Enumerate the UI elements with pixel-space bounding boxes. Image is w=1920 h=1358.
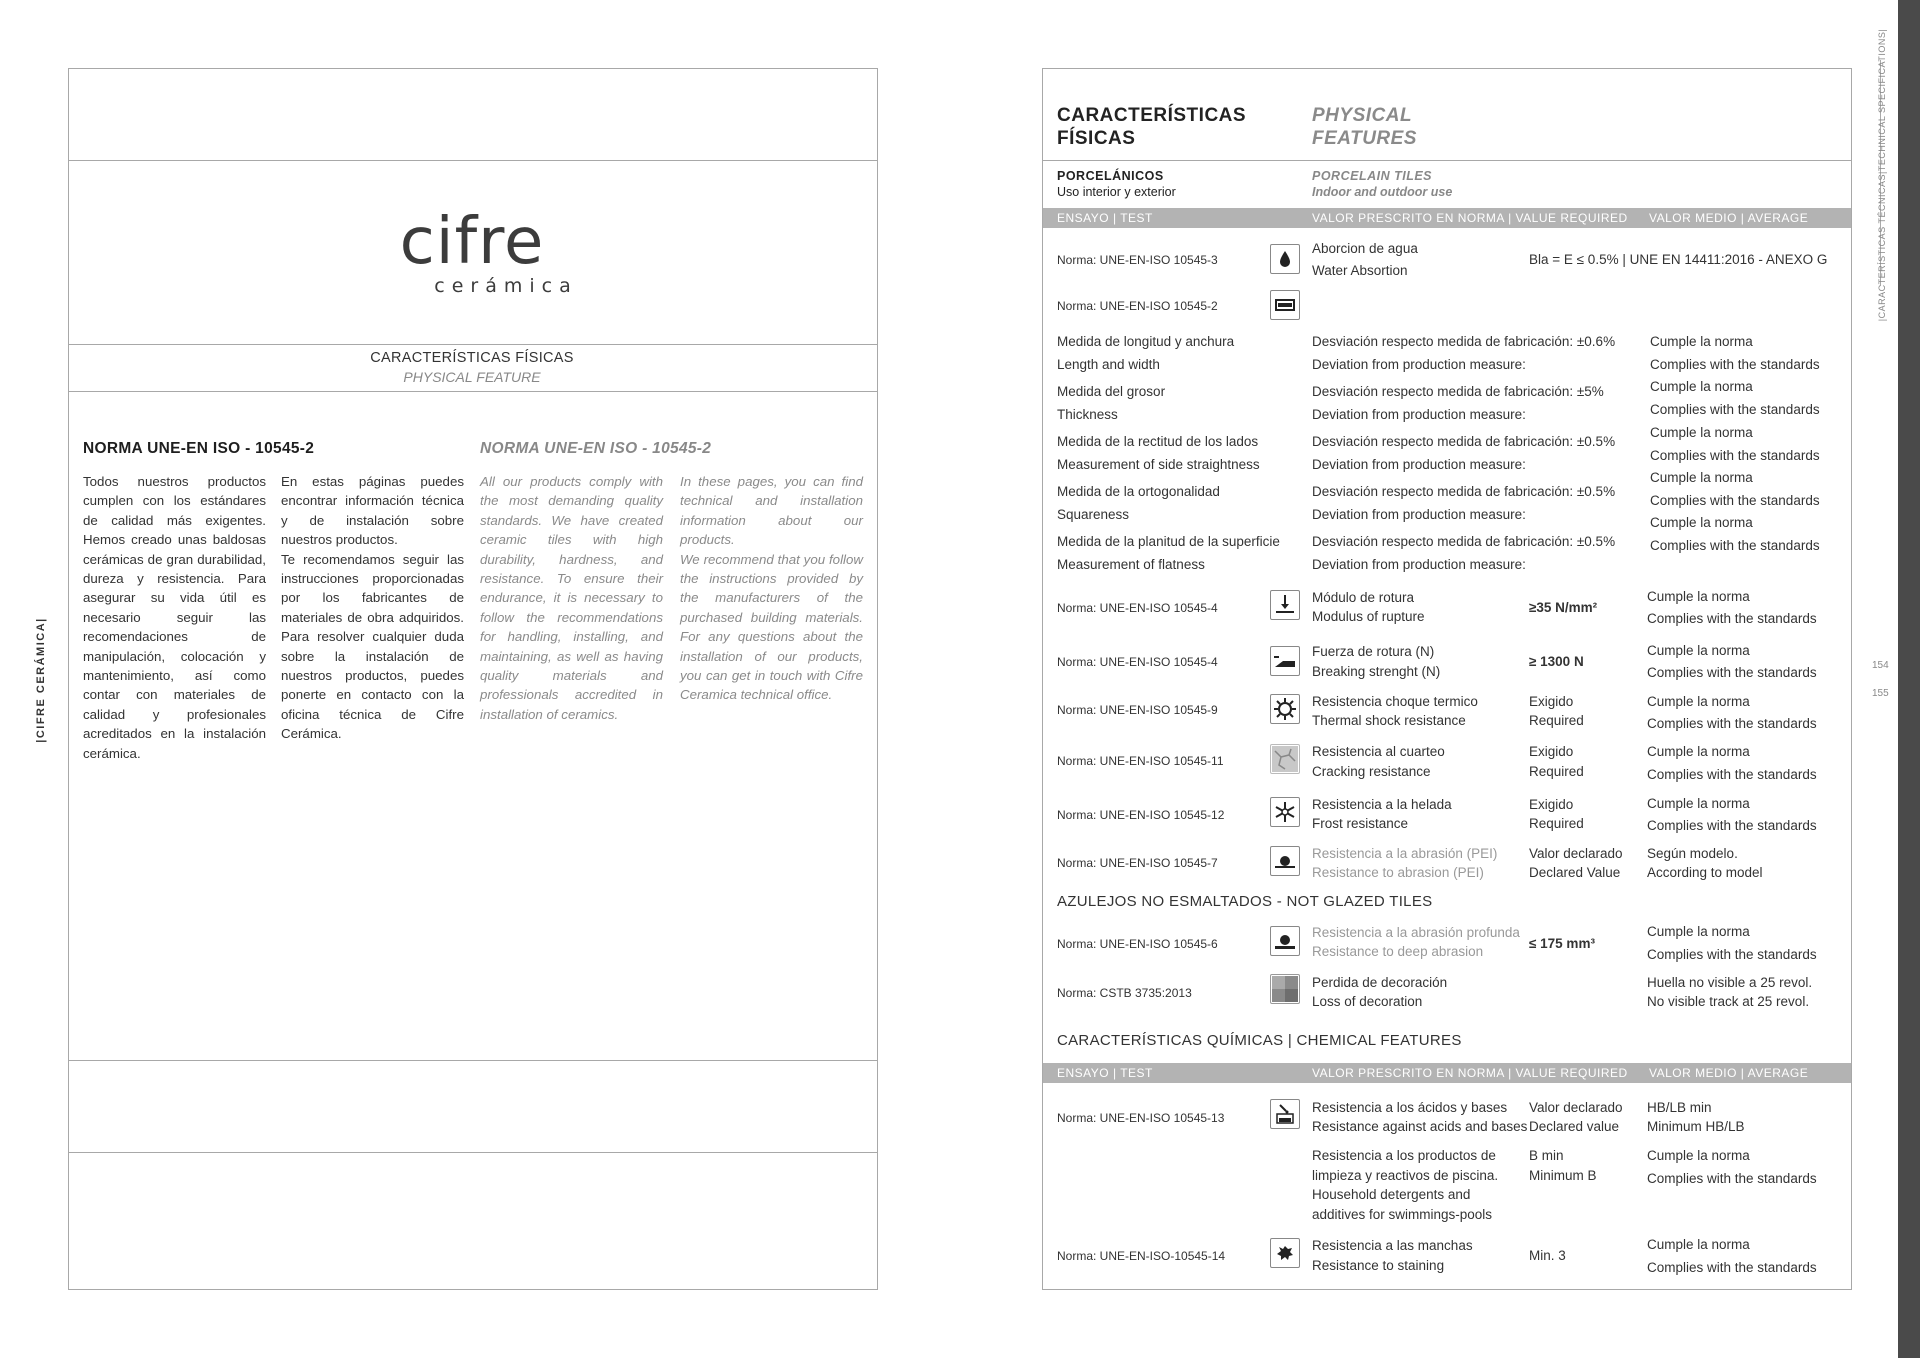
test-name-en: Resistance to deep abrasion: [1312, 944, 1484, 959]
left-side-label: [34, 617, 48, 743]
value-es: Exigido: [1529, 694, 1574, 709]
divider: [68, 1060, 878, 1061]
complies: Complies with the standards: [1647, 611, 1817, 626]
breaking-force-icon: [1270, 646, 1300, 676]
dim-es: Medida de la planitud de la superficie: [1057, 534, 1280, 549]
test-name-es: Resistencia al cuarteo: [1312, 744, 1445, 759]
test-name-es: Resistencia a las manchas: [1312, 1238, 1473, 1253]
complies: Complies with the standards: [1650, 357, 1820, 372]
test-name-es: Módulo de rotura: [1312, 590, 1415, 605]
cumple: Cumple la norma: [1650, 425, 1753, 440]
header-test: ENSAYO | TEST: [1057, 1066, 1153, 1080]
header-average-value: VALOR MEDIO | AVERAGE VALUE: [1649, 211, 1809, 245]
side-label-text: |CIFRE CERÁMICA|: [35, 617, 47, 743]
physical-feature-heading: [68, 349, 876, 387]
test-name-en: additives for swimmings-pools: [1312, 1207, 1493, 1222]
dim-en: Length and width: [1057, 357, 1160, 372]
text-column-4: [680, 472, 863, 705]
average-es: HB/LB min: [1647, 1100, 1712, 1115]
subtitle-bold: PORCELAIN TILES: [1312, 169, 1433, 183]
complies: Complies with the standards: [1650, 538, 1820, 553]
text-column-2: [281, 472, 464, 744]
test-name-en: Frost resistance: [1312, 816, 1409, 831]
cracking-icon: [1270, 744, 1300, 774]
test-name-es: Fuerza de rotura (N): [1312, 644, 1435, 659]
cumple: Cumple la norma: [1647, 643, 1750, 658]
average-es: Huella no visible a 25 revol.: [1647, 975, 1813, 990]
deep-abrasion-icon: [1270, 926, 1300, 956]
test-name-es: Resistencia a la abrasión profunda: [1312, 925, 1520, 940]
test-name-es: Resistencia a la abrasión (PEI): [1312, 846, 1498, 861]
test-name-en: Resistance to abrasion (PEI): [1312, 865, 1484, 880]
cumple: Cumple la norma: [1650, 515, 1753, 530]
text-column-1: [83, 472, 266, 763]
average-es: Según modelo.: [1647, 846, 1738, 861]
complies: Complies with the standards: [1647, 665, 1817, 680]
divider: [1042, 160, 1852, 161]
dim-es: Medida de longitud y anchura: [1057, 334, 1235, 349]
paragraph: Te recomendamos seguir las instrucciones proporcionadas por los fabricantes de materiales de obra adquiridos. Para resolver cualquier duda sobre la instalación de nuestros productos, puedes ponerte en contacto con la oficina técnica de Cifre Cerámica.: [281, 551, 464, 742]
dim-en: Squareness: [1057, 507, 1130, 522]
title-line: FEATURES: [1312, 128, 1417, 149]
cumple: Cumple la norma: [1647, 1148, 1750, 1163]
paragraph: Todos nuestros productos cumplen con los estándares de calidad más exigentes. Hemos creado unas baldosas cerámicas de gran durabilidad, dureza y resistencia. Para asegurar su vida útil es necesario seguir las recomendaciones de manipulación, colocación y mantenimiento, así como contar con materiales de calidad y profesionales acreditados en la instalación cerámica.: [83, 474, 266, 761]
dim-en: Thickness: [1057, 407, 1118, 422]
dim-en: Measurement of flatness: [1057, 557, 1205, 572]
test-name-en: Resistance to staining: [1312, 1258, 1445, 1273]
title-line: CARACTERÍSTICAS: [1057, 105, 1247, 126]
edge-strip: [1898, 0, 1920, 1358]
heading-en: PHYSICAL FEATURE: [403, 369, 541, 385]
average-en: According to model: [1647, 865, 1763, 880]
cifre-logo: [68, 205, 876, 297]
load-arrow-icon: [1270, 590, 1300, 620]
value-es: B min: [1529, 1148, 1564, 1163]
norm-label: Norma: UNE-EN-ISO 10545-2: [1057, 299, 1218, 313]
header-value-required: VALOR PRESCRITO EN NORMA | VALUE REQUIRED: [1312, 1066, 1628, 1080]
paragraph: In these pages, you can find technical and installation information about our products.: [680, 474, 863, 548]
title-line: FÍSICAS: [1057, 128, 1136, 149]
norm-label: Norma: UNE-EN-ISO 10545-12: [1057, 808, 1225, 822]
divider: [68, 344, 878, 345]
average-en: No visible track at 25 revol.: [1647, 994, 1810, 1009]
thermal-shock-icon: [1270, 694, 1300, 724]
test-name-en: Resistance against acids and bases: [1312, 1119, 1528, 1134]
dim-val-es: Desviación respecto medida de fabricación: ±0.5%: [1312, 434, 1616, 449]
snowflake-icon: [1270, 797, 1300, 827]
norm-label: Norma: UNE-EN-ISO 10545-9: [1057, 703, 1218, 717]
subtitle-normal: Indoor and outdoor use: [1312, 185, 1453, 199]
cumple: Cumple la norma: [1650, 470, 1753, 485]
cumple: Cumple la norma: [1647, 744, 1750, 759]
cumple: Cumple la norma: [1647, 924, 1750, 939]
test-name-en: Breaking strenght (N): [1312, 664, 1441, 679]
dim-en: Measurement of side straightness: [1057, 457, 1260, 472]
norm-label: Norma: UNE-EN-ISO 10545-11: [1057, 754, 1224, 768]
divider: [68, 391, 878, 392]
subtitle-bold: PORCELÁNICOS: [1057, 169, 1164, 183]
norma-title-en: NORMA UNE-EN ISO - 10545-2: [480, 440, 712, 457]
value-en: Required: [1529, 764, 1584, 779]
test-name-es: Resistencia choque termico: [1312, 694, 1478, 709]
norm-label: Norma: UNE-EN-ISO-10545-14: [1057, 1249, 1226, 1263]
decoration-loss-icon: [1270, 974, 1300, 1004]
complies: Complies with the standards: [1650, 448, 1820, 463]
norm-label: Norma: UNE-EN-ISO 10545-13: [1057, 1111, 1225, 1125]
dim-val-en: Deviation from production measure:: [1312, 407, 1526, 422]
complies: Complies with the standards: [1647, 818, 1817, 833]
table-header-bar: [1043, 208, 1851, 245]
header-value-required: VALOR PRESCRITO EN NORMA | VALUE REQUIRED: [1312, 211, 1628, 225]
test-name-en: Water Absortion: [1312, 263, 1408, 278]
test-name-es: Perdida de decoración: [1312, 975, 1448, 990]
divider: [68, 160, 878, 161]
norm-label: Norma: UNE-EN-ISO 10545-4: [1057, 601, 1218, 615]
test-name-en: Household detergents and: [1312, 1187, 1471, 1202]
right-title-en: [1312, 104, 1417, 150]
divider: [68, 1152, 878, 1153]
stain-icon: [1270, 1238, 1300, 1268]
complies: Complies with the standards: [1647, 716, 1817, 731]
paragraph: All our products comply with the most demanding quality standards. We have created ceramic tiles with high durability, hardness, and resistance. To ensure their endurance, it is necessary to follow the recommendations for handling, installing, and maintaining, as well as having quality materials and professionals accredited in installation of ceramics.: [480, 474, 663, 722]
tile-dimension-icon: [1270, 290, 1300, 320]
value: ≥ 1300 N: [1529, 654, 1584, 669]
dim-val-en: Deviation from production measure:: [1312, 357, 1526, 372]
dim-val-es: Desviación respecto medida de fabricación: ±0.5%: [1312, 484, 1616, 499]
value-en: Required: [1529, 816, 1584, 831]
value-es: Exigido: [1529, 744, 1574, 759]
complies: Complies with the standards: [1647, 1171, 1817, 1186]
complies: Complies with the standards: [1647, 767, 1817, 782]
side-label-text: |CARACTERÍSTICAS TÉCNICAS|TECHNICAL SPECIFICATIONS|: [1877, 28, 1887, 322]
norm-label: Norma: UNE-EN-ISO 10545-6: [1057, 937, 1218, 951]
dim-val-en: Deviation from production measure:: [1312, 457, 1526, 472]
dim-es: Medida de la ortogonalidad: [1057, 484, 1220, 499]
title-line: PHYSICAL: [1312, 105, 1413, 126]
section-not-glazed: AZULEJOS NO ESMALTADOS - NOT GLAZED TILES: [1057, 893, 1433, 910]
paragraph: En estas páginas puedes encontrar información técnica y de instalación sobre nuestros productos.: [281, 474, 464, 548]
complies: Complies with the standards: [1650, 402, 1820, 417]
value: ≤ 175 mm³: [1529, 936, 1595, 951]
value-es: Valor declarado: [1529, 1100, 1623, 1115]
value: Bla = E ≤ 0.5% | UNE EN 14411:2016 - ANEXO G: [1529, 252, 1828, 267]
dim-val-en: Deviation from production measure:: [1312, 557, 1526, 572]
test-name-en: Modulus of rupture: [1312, 609, 1425, 624]
value-en: Declared value: [1529, 1119, 1620, 1134]
cumple: Cumple la norma: [1647, 694, 1750, 709]
dim-val-es: Desviación respecto medida de fabricación: ±0.5%: [1312, 534, 1616, 549]
test-name-en: Thermal shock resistance: [1312, 713, 1466, 728]
dim-val-es: Desviación respecto medida de fabricación: ±0.6%: [1312, 334, 1616, 349]
cumple: Cumple la norma: [1647, 1237, 1750, 1252]
section-chemical: CARACTERÍSTICAS QUÍMICAS | CHEMICAL FEATURES: [1057, 1032, 1462, 1049]
value-es: Valor declarado: [1529, 846, 1623, 861]
norm-label: Norma: UNE-EN-ISO 10545-3: [1057, 253, 1218, 267]
norm-label: Norma: UNE-EN-ISO 10545-4: [1057, 655, 1218, 669]
water-drop-icon: [1270, 244, 1300, 274]
test-name-es: Resistencia a los ácidos y bases: [1312, 1100, 1508, 1115]
value-en: Required: [1529, 713, 1584, 728]
dim-es: Medida de la rectitud de los lados: [1057, 434, 1259, 449]
average-en: Minimum HB/LB: [1647, 1119, 1745, 1134]
right-title-es: [1057, 104, 1246, 150]
heading-es: CARACTERÍSTICAS FÍSICAS: [370, 350, 574, 366]
dim-val-en: Deviation from production measure:: [1312, 507, 1526, 522]
complies: Complies with the standards: [1650, 493, 1820, 508]
abrasion-icon: [1270, 846, 1300, 876]
value-en: Declared Value: [1529, 865, 1621, 880]
complies: Complies with the standards: [1647, 947, 1817, 962]
test-name-en: Loss of decoration: [1312, 994, 1423, 1009]
subtitle-es: [1057, 168, 1176, 200]
test-name-en: Cracking resistance: [1312, 764, 1431, 779]
norm-label: Norma: CSTB 3735:2013: [1057, 986, 1192, 1000]
subtitle-normal: Uso interior y exterior: [1057, 185, 1176, 199]
right-side-label: [1874, 28, 1890, 322]
cumple: Cumple la norma: [1647, 796, 1750, 811]
test-name-es: Resistencia a la helada: [1312, 797, 1452, 812]
text-column-3: [480, 472, 663, 724]
page-number-right: 155: [1872, 688, 1889, 699]
test-name-es: Resistencia a los productos de: [1312, 1148, 1496, 1163]
value: ≥35 N/mm²: [1529, 600, 1598, 615]
subtitle-en: [1312, 168, 1452, 200]
value-es: Exigido: [1529, 797, 1574, 812]
test-name-es: limpieza y reactivos de piscina.: [1312, 1168, 1499, 1183]
dim-val-es: Desviación respecto medida de fabricación: ±5%: [1312, 384, 1604, 399]
table-header-bar: [1043, 1063, 1851, 1100]
header-average-value: VALOR MEDIO | AVERAGE VALUE: [1649, 1066, 1809, 1100]
value-en: Minimum B: [1529, 1168, 1597, 1183]
cumple: Cumple la norma: [1650, 379, 1753, 394]
norm-label: Norma: UNE-EN-ISO 10545-7: [1057, 856, 1218, 870]
value: Min. 3: [1529, 1248, 1566, 1263]
paragraph: We recommend that you follow the instructions provided by the manufacturers of the purchased building materials. For any questions about the installation of our products, you can get in touch with Cifre Ceramica technical office.: [680, 551, 863, 703]
logo-subtitle: cerámica: [434, 275, 578, 297]
page-number-left: 154: [1872, 660, 1889, 671]
norma-title-es: NORMA UNE-EN ISO - 10545-2: [83, 440, 315, 457]
cumple: Cumple la norma: [1650, 334, 1753, 349]
complies: Complies with the standards: [1647, 1260, 1817, 1275]
dim-es: Medida del grosor: [1057, 384, 1166, 399]
logo-wordmark: cifre: [399, 205, 545, 279]
cumple: Cumple la norma: [1647, 589, 1750, 604]
acid-icon: [1270, 1099, 1300, 1129]
test-name-es: Aborcion de agua: [1312, 241, 1418, 256]
header-test: ENSAYO | TEST: [1057, 211, 1153, 225]
